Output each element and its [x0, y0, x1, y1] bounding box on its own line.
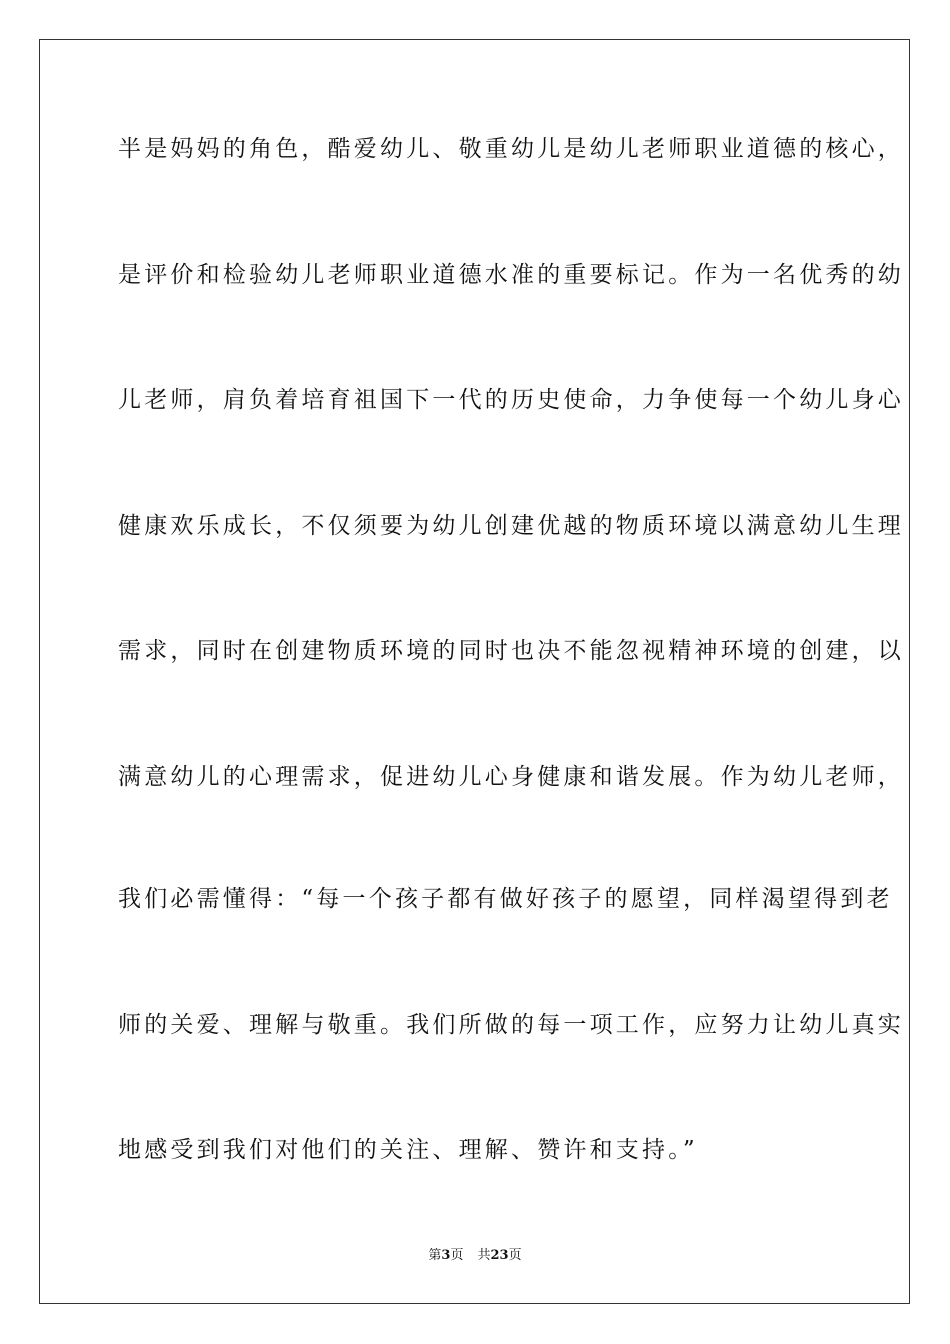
body-text-line-5: 需求，同时在创建物质环境的同时也决不能忽视精神环境的创建，以: [118, 638, 904, 664]
body-text-line-9: 地感受到我们对他们的关注、理解、赞许和支持。”: [118, 1137, 698, 1163]
page-number: 3: [441, 1248, 451, 1263]
page-border: [39, 39, 910, 1304]
total-prefix: 共: [477, 1248, 491, 1263]
body-text-line-2: 是评价和检验幼儿老师职业道德水准的重要标记。作为一名优秀的幼: [118, 262, 904, 288]
body-text-line-6: 满意幼儿的心理需求，促进幼儿心身健康和谐发展。作为幼儿老师，: [118, 764, 904, 790]
body-text-line-8: 师的关爱、理解与敬重。我们所做的每一项工作，应努力让幼儿真实: [118, 1012, 904, 1038]
body-text-line-7: 我们必需懂得：“每一个孩子都有做好孩子的愿望，同样渴望得到老: [118, 886, 893, 912]
body-text-line-1: 半是妈妈的角色，酷爱幼儿、敬重幼儿是幼儿老师职业道德的核心，: [118, 136, 904, 162]
body-text-line-3: 儿老师，肩负着培育祖国下一代的历史使命，力争使每一个幼儿身心: [118, 387, 904, 413]
page-suffix: 页: [450, 1248, 464, 1263]
page-prefix: 第: [428, 1248, 442, 1263]
total-suffix: 页: [508, 1248, 522, 1263]
total-pages: 23: [490, 1248, 509, 1263]
page-footer: [0, 1247, 950, 1265]
body-text-line-4: 健康欢乐成长，不仅须要为幼儿创建优越的物质环境以满意幼儿生理: [118, 513, 904, 539]
